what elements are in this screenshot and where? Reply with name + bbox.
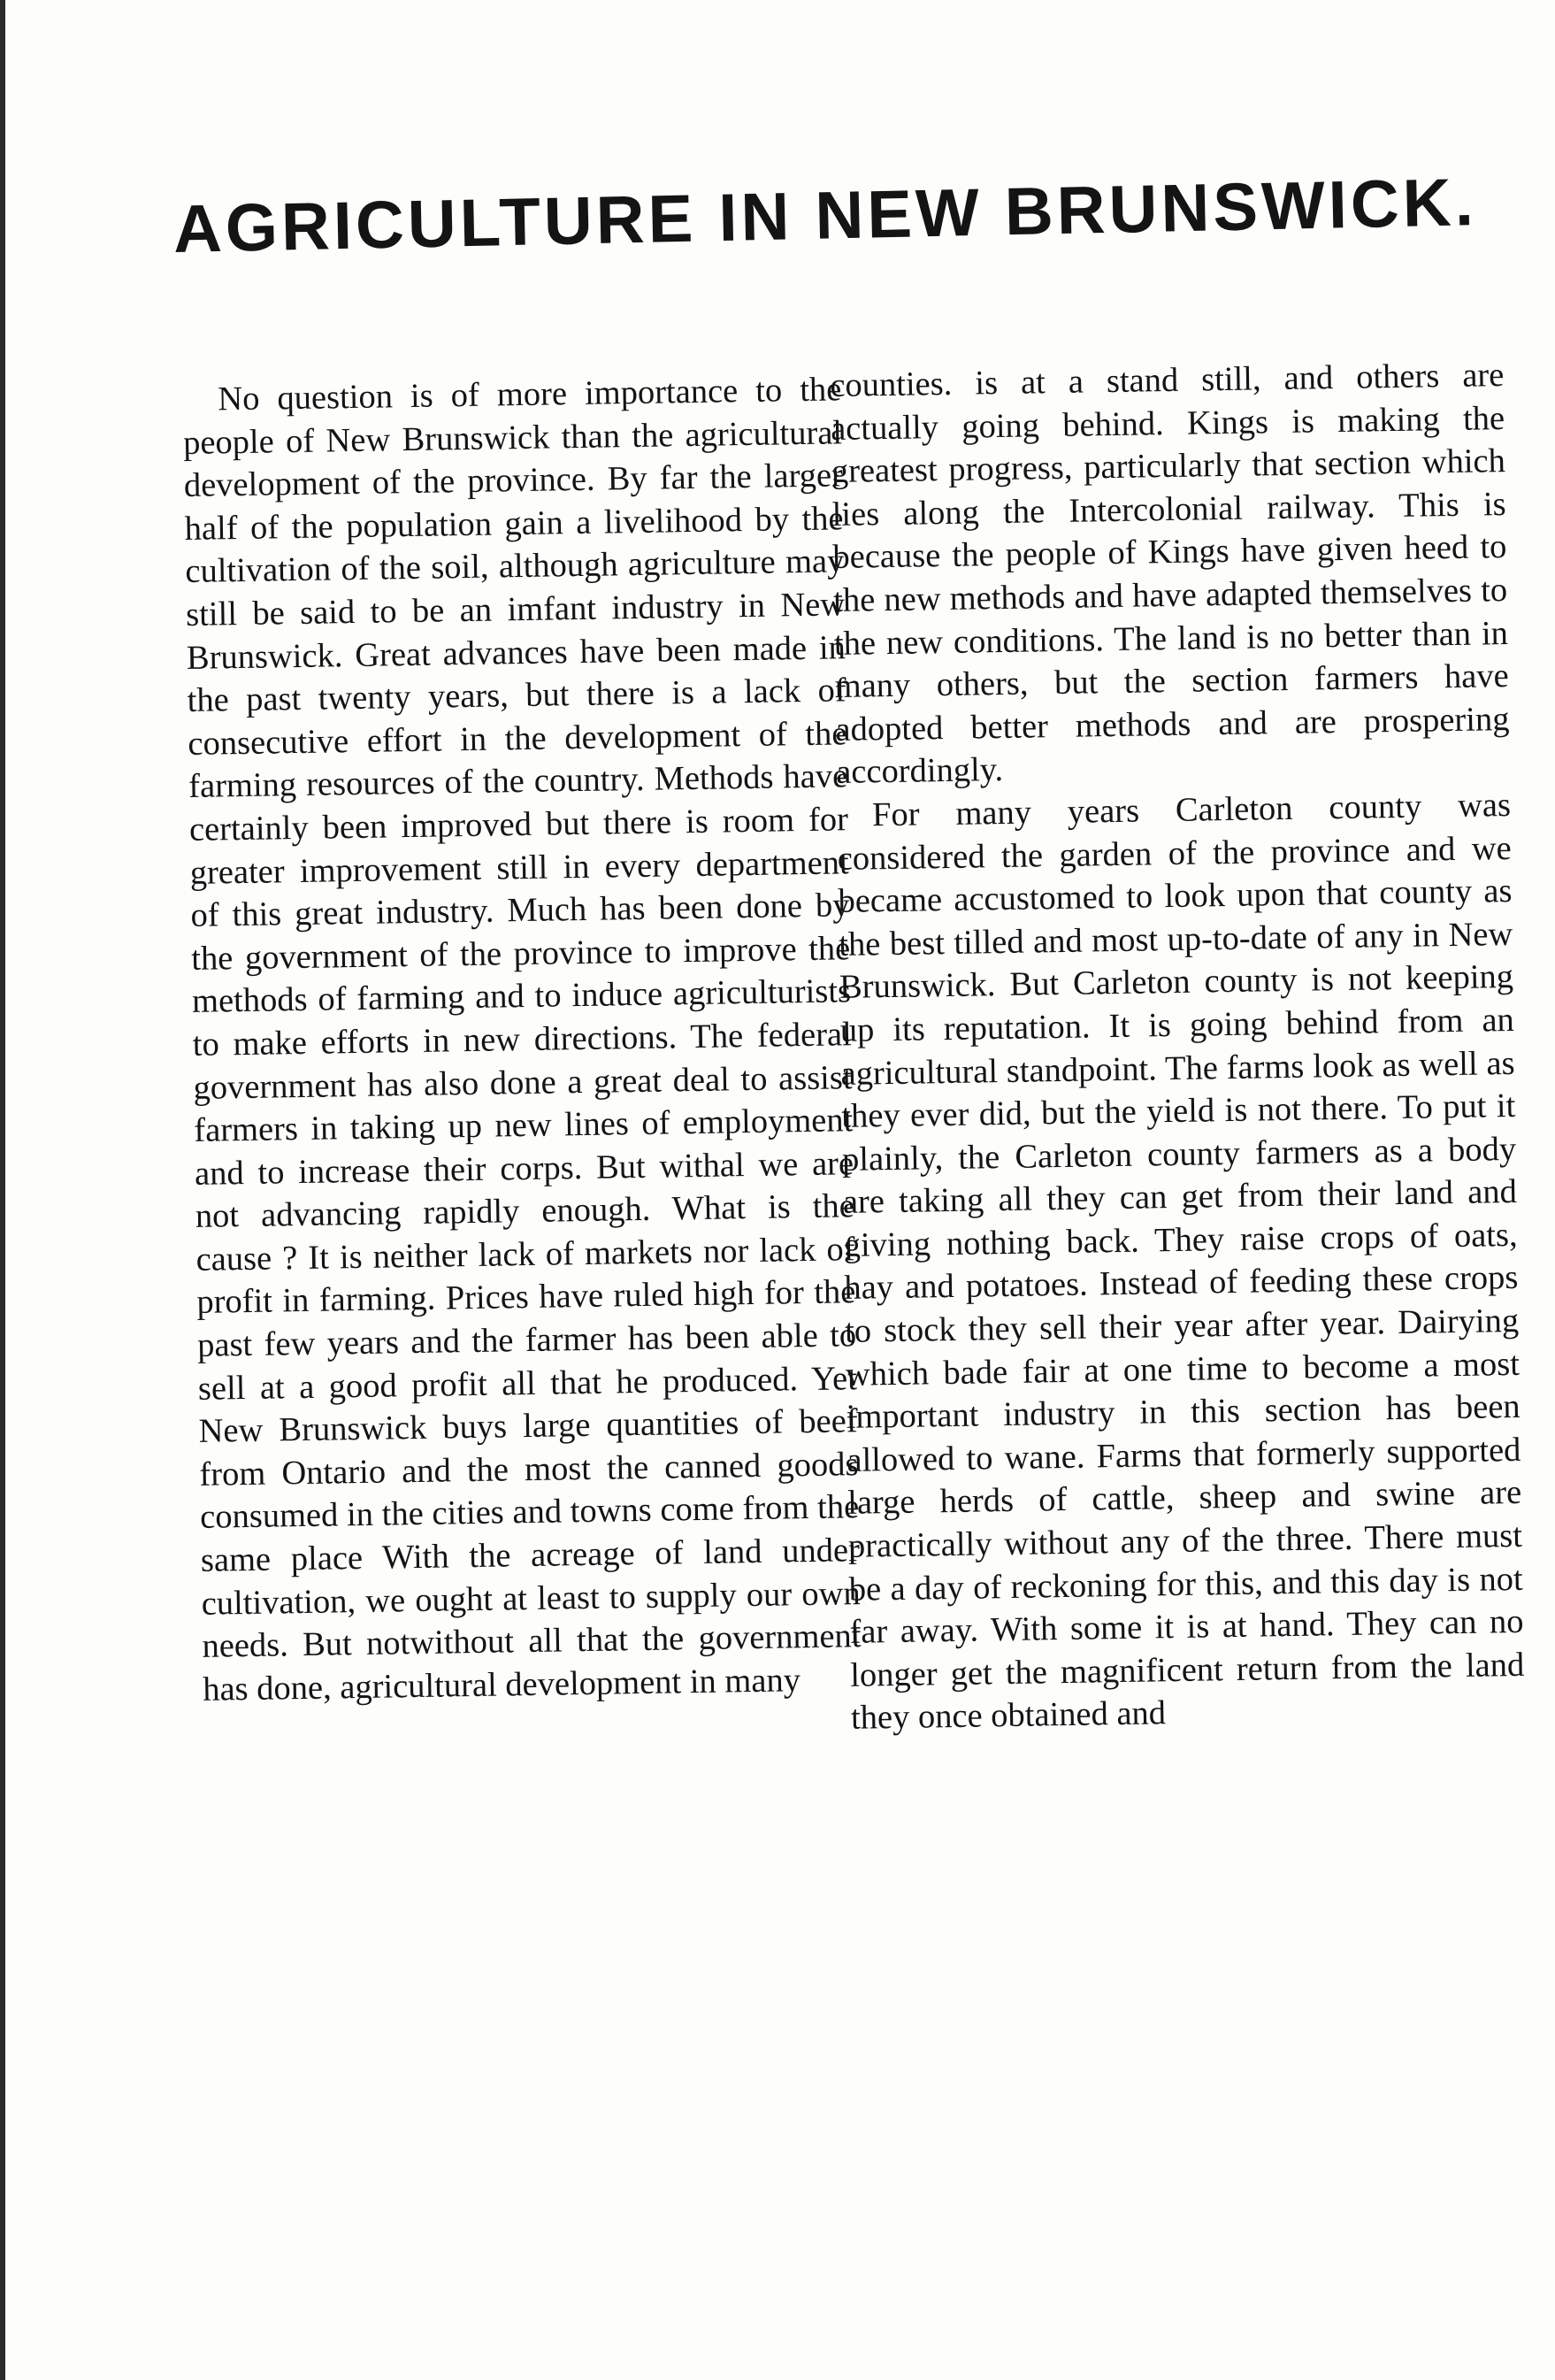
page-edge-shadow xyxy=(0,0,5,2380)
right-paragraph-1: counties. is at a stand still, and others are actually going behind. Kings is making the greatest progress, particularly that section which lies along the Intercolonial railway. This is because the people of Kings have given heed to the new methods and have adapted themselves to the new conditions. The land is no better than in many others, but the section farmers have adopted better methods and are prospering accordingly. xyxy=(830,357,1510,792)
article-title: AGRICULTURE IN NEW BRUNSWICK. xyxy=(172,165,1478,267)
left-paragraph-1: No question is of more importance to the people of New Brunswick than the agricultural development of the province. By far the larger half of the population gain a livelihood by the cultivation of the soil, although agriculture may still be said to be an imfant industry in New Brunswick. Great advances have been made in the past twenty years, but there is a lack of consecutive effort in the development of the farming resources of the country. Methods have certainly been improved but there is room for greater improvement still in every department of this great industry. Much has been done by the government of the province to improve the methods of farming and to induce agriculturists to make efforts in new directions. The federal government has also done a great deal to assist farmers in taking up new lines of employment and to increase their corps. But withal we are not advancing rapidly enough. What is the cause ? It is neither lack of markets nor lack of profit in farming. Prices have ruled high for the past few years and the farmer has been able to sell at a good profit all that he produced. Yet New Brunswick buys large quantities of beef from Ontario and the most the canned goods consumed in the cities and towns come from the same place With the acreage of land under cultivation, we ought at least to supply our own needs. But notwithout all that the government has done, agricultural development in many xyxy=(182,371,862,1708)
right-column xyxy=(830,354,1525,1740)
left-column xyxy=(182,368,862,1711)
right-paragraph-2: For many years Carleton county was considered the garden of the province and we became accustomed to look upon that county as the best tilled and most up-to-date of any in New Brunswick. But Carleton county is not keeping up its reputation. It is going behind from an agricultural standpoint. The farms look as well as they ever did, but the yield is not there. To put it plainly, the Carleton county farmers as a body are taking all they can get from their land and giving nothing back. They raise crops of oats, hay and potatoes. Instead of feeding these crops to stock they sell their year after year. Dairying which bade fair at one time to become a most important industry in this section has been allowed to wane. Farms that formerly supported large herds of cattle, sheep and swine are practically without any of the three. There must be a day of reckoning for this, and this day is not far away. With some it is at hand. They can no longer get the magnificent return from the land they once obtained and xyxy=(837,786,1525,1738)
